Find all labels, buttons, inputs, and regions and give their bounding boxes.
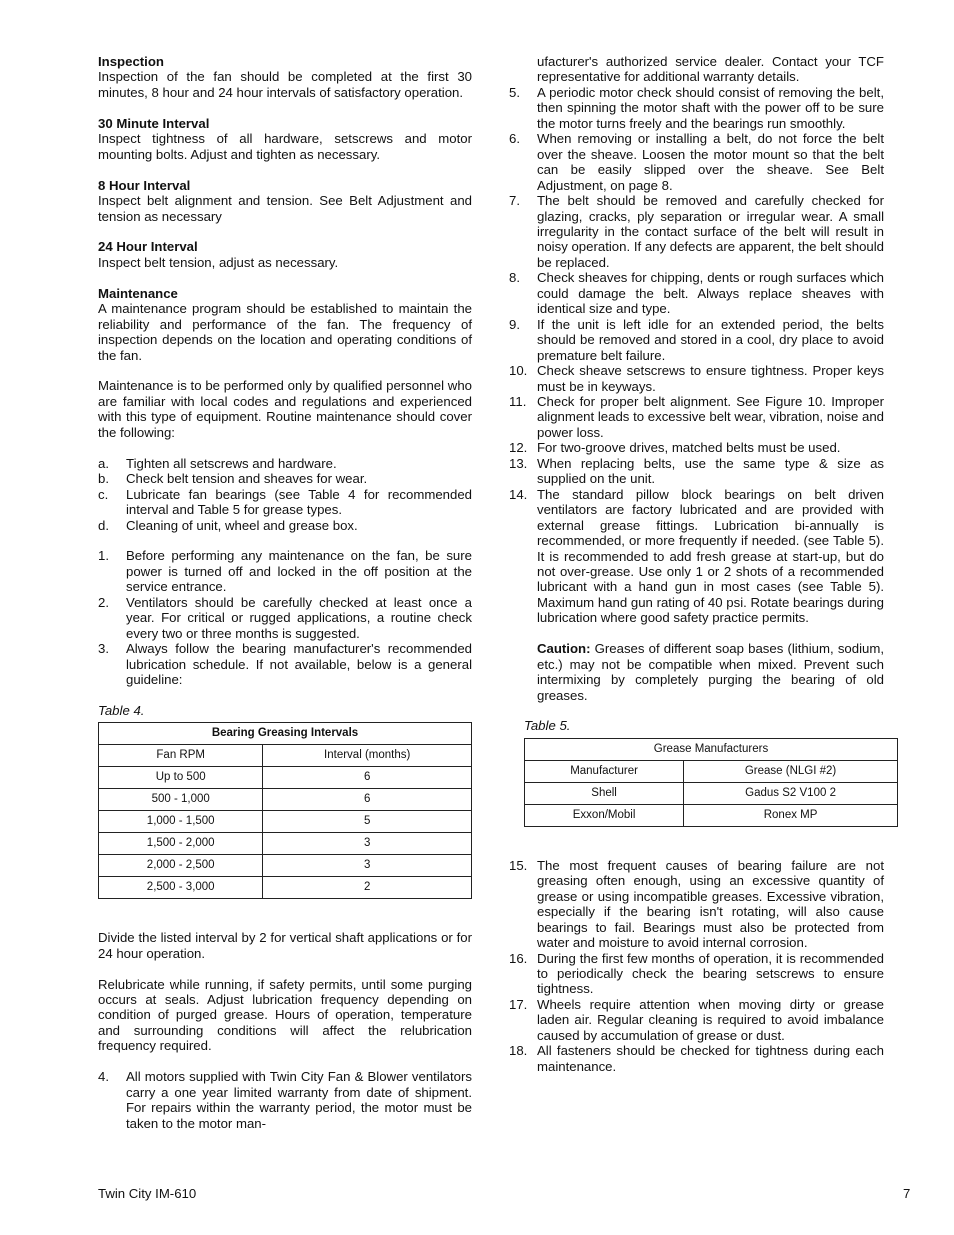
thirty-minute-text: Inspect tightness of all hardware, setscrews and motor mounting bolts. Adjust and tighten as necessary. <box>98 131 472 162</box>
list-item: a. Tighten all setscrews and hardware. <box>98 455 337 471</box>
thirty-minute-heading: 30 Minute Interval <box>98 115 210 131</box>
caution-note: Caution: Greases of different soap bases (lithium, sodium, etc.) may not be compatible when mixed. Prevent such intermixing by completely purging the bearing of old greases. <box>537 641 884 703</box>
table-row: 2,500 - 3,000 2 <box>99 877 472 899</box>
bearing-care-list <box>509 858 884 1074</box>
list-item: c. Lubricate fan bearings (see Table 4 for recommended interval and Table 5 for grease types. <box>98 486 472 518</box>
warranty-list <box>98 1069 472 1131</box>
eight-hour-heading: 8 Hour Interval <box>98 177 191 193</box>
footer-page-number: 7 <box>903 1186 911 1201</box>
table5-caption: Table 5. <box>524 718 571 734</box>
eight-hour-text: Inspect belt alignment and tension. See Belt Adjustment and tension as necessary <box>98 193 472 224</box>
twenty-four-hour-heading: 24 Hour Interval <box>98 239 198 255</box>
grease-manufacturers-table <box>524 738 898 827</box>
list-item: 3. Always follow the bearing manufacturer's recommended lubrication schedule. If not available, below is a general guideline: <box>98 641 472 688</box>
list-item: 7. The belt should be removed and carefully checked for glazing, cracks, ply separation or irregular wear. A small irregularity in the contact surface of the belt will result in noisy operation. If any defects are apparent, the belt should be replaced. <box>509 193 884 270</box>
table5-header: Manufacturer <box>525 760 684 782</box>
table-row: 1,000 - 1,500 5 <box>99 811 472 833</box>
bearing-greasing-table <box>98 722 472 899</box>
table-row: 500 - 1,000 6 <box>99 789 472 811</box>
twenty-four-hour-text: Inspect belt tension, adjust as necessary. <box>98 254 339 270</box>
list-item: 11. Check for proper belt alignment. See Figure 10. Improper alignment leads to excessive belt wear, vibration, noise and power loss. <box>509 393 884 440</box>
list-item: 17. Wheels require attention when moving dirty or grease laden air. Regular cleaning is required to avoid imbalance caused by accumulation of grease or dust. <box>509 996 884 1043</box>
inspection-heading: Inspection <box>98 54 164 69</box>
table4-header: Fan RPM <box>99 745 263 767</box>
inspection-text: Inspection of the fan should be completed at the first 30 minutes, 8 hour and 24 hour intervals of satisfactory operation. <box>98 69 472 100</box>
list-item: 15. The most frequent causes of bearing failure are not greasing often enough, using an excessive quantity of grease or using incompatible greases. Excessive vibration, especially if the bearing isn't rotating, will also cause bearings to fail. Bearings must also be protected from water and moisture to avoid internal corrosion. <box>509 857 884 951</box>
list-item: 10. Check sheave setscrews to ensure tightness. Proper keys must be in keyways. <box>509 363 884 394</box>
table-row: 2,000 - 2,500 3 <box>99 855 472 877</box>
list-item: 8. Check sheaves for chipping, dents or rough surfaces which could damage the belt. Always replace sheaves with identical size and type. <box>509 270 884 317</box>
list-item: 18. All fasteners should be checked for tightness during each maintenance. <box>509 1043 884 1074</box>
list-item: 6. When removing or installing a belt, do not force the belt over the sheave. Loosen the motor mount so that the belt can be easily slipped over the sheave. See Belt Adjustment, on page 8. <box>509 131 884 193</box>
left-column <box>98 54 472 1131</box>
list-item: 13. When replacing belts, use the same type & size as supplied on the unit. <box>509 455 884 487</box>
list-item: 14. The standard pillow block bearings on belt driven ventilators are factory lubricated and are provided with external grease fittings. Lubrication bi-annually is recommended, or more frequently if needed. (see Table 5). It is recommended to add fresh grease at start-up, but do not over-grease. Use only 1 or 2 shots of a recommended lubricant with a hand gun in most cases (see Table 5). Maximum hand gun rating of 40 psi. Rotate bearings during lubrication where good safety practice permits. <box>509 486 884 626</box>
list-item: 16. During the first few months of operation, it is recommended to periodically check the bearing setscrews to ensure tightness. <box>509 950 884 997</box>
table-row: Shell Gadus S2 V100 2 <box>525 782 898 804</box>
list-item: 5. A periodic motor check should consist of removing the belt, then spinning the motor shaft with the power off to be sure the motor turns freely and the bearings run smoothly. <box>509 84 884 131</box>
list-item: 1. Before performing any maintenance on the fan, be sure power is turned off and locked in the off position at the service entrance. <box>98 548 472 595</box>
list-item: 9. If the unit is left idle for an extended period, the belts should be removed and stored in a cool, dry place to avoid premature belt failure. <box>509 316 884 363</box>
list-item: d. Cleaning of unit, wheel and grease box. <box>98 517 358 533</box>
maintenance-heading: Maintenance <box>98 285 178 301</box>
right-column <box>509 54 884 1074</box>
relubrication-note: Relubricate while running, if safety permits, until some purging occurs at seals. Adjust lubrication frequency depending on condition of purged grease. Hours of operation, temperature and surrounding conditions will affect the relubrication frequency required. <box>98 976 472 1054</box>
caution-label: Caution: <box>537 641 591 657</box>
warranty-continuation: ufacturer's authorized service dealer. Contact your TCF representative for additional warranty details. <box>537 54 884 85</box>
table5-header: Grease (NLGI #2) <box>684 760 898 782</box>
vertical-shaft-note: Divide the listed interval by 2 for vertical shaft applications or for 24 hour operation. <box>98 930 472 961</box>
list-item: 4. All motors supplied with Twin City Fan & Blower ventilators carry a one year limited warranty from date of shipment. For repairs within the warranty period, the motor must be taken to the motor man- <box>98 1069 472 1131</box>
table5-title: Grease Manufacturers <box>525 738 898 760</box>
footer-document-id: Twin City IM-610 <box>98 1186 197 1201</box>
table-row: Exxon/Mobil Ronex MP <box>525 804 898 826</box>
maintenance-personnel-text: Maintenance is to be performed only by qualified personnel who are familiar with local codes and regulations and experienced with this type of equipment. Routine maintenance should cover the following: <box>98 378 472 440</box>
list-item: 12. For two-groove drives, matched belts must be used. <box>509 440 841 456</box>
table4-title: Bearing Greasing Intervals <box>99 723 472 745</box>
routine-maintenance-list <box>98 456 472 533</box>
table-row: Up to 500 6 <box>99 767 472 789</box>
maintenance-steps-list-continued <box>509 85 884 626</box>
table4-header: Interval (months) <box>263 745 472 767</box>
table-row: 1,500 - 2,000 3 <box>99 833 472 855</box>
maintenance-steps-list <box>98 548 472 687</box>
maintenance-text: A maintenance program should be established to maintain the reliability and performance of the fan. The frequency of inspection depends on the location and operating conditions of the fan. <box>98 301 472 363</box>
table4-caption: Table 4. <box>98 702 145 718</box>
list-item: b. Check belt tension and sheaves for wear. <box>98 471 368 487</box>
list-item: 2. Ventilators should be carefully checked at least once a year. For critical or rugged applications, a routine check every two or three months is suggested. <box>98 594 472 641</box>
